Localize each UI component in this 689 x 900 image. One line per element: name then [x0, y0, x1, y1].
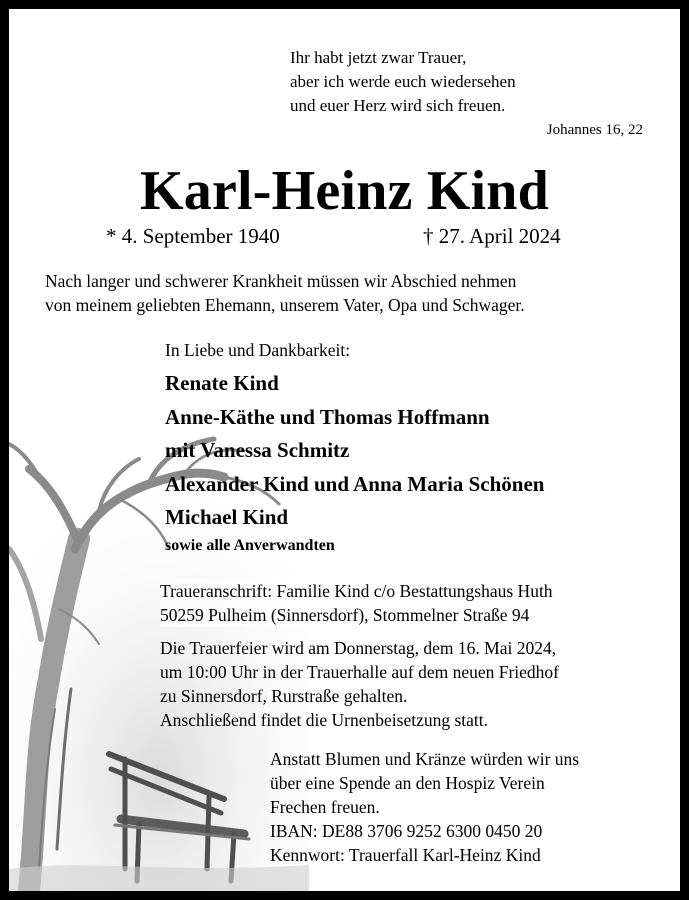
intro-line: von meinem geliebten Ehemann, unserem Vater, Opa und Schwager.: [45, 295, 525, 315]
mourners-heading: In Liebe und Dankbarkeit:: [165, 340, 351, 360]
verse-line: Ihr habt jetzt zwar Trauer,: [290, 48, 467, 67]
ceremony-line: zu Sinnersdorf, Rurstraße gehalten.: [160, 686, 408, 706]
ceremony-line: Die Trauerfeier wird am Donnerstag, dem 16. Mai 2024,: [160, 638, 557, 658]
mourning-address: [160, 579, 553, 627]
ceremony-info: [160, 636, 559, 732]
verse-source: Johannes 16, 22: [546, 122, 643, 138]
mourner-name: Alexander Kind und Anna Maria Schönen: [165, 471, 545, 496]
mourner-name: Michael Kind: [165, 505, 289, 529]
mourner-name: mit Vanessa Schmitz: [165, 438, 350, 462]
verse-line: aber ich werde euch wiedersehen: [290, 72, 516, 91]
address-line: Traueranschrift: Familie Kind c/o Bestattungshaus Huth: [160, 581, 553, 601]
bible-verse: [290, 46, 516, 118]
obituary-card: [9, 9, 680, 891]
donation-info: [270, 747, 579, 867]
donation-line: Anstatt Blumen und Kränze würden wir uns: [270, 749, 580, 769]
mourner-name: Renate Kind: [165, 371, 279, 395]
donation-line: über eine Spende an den Hospiz Verein: [270, 773, 545, 793]
ceremony-line: um 10:00 Uhr in der Trauerhalle auf dem neuen Friedhof: [160, 662, 560, 682]
mourner-name: Anne-Käthe und Thomas Hoffmann: [165, 404, 490, 429]
donation-line: Frechen freuen.: [270, 797, 380, 817]
intro-line: Nach langer und schwerer Krankheit müssen wir Abschied nehmen: [45, 271, 517, 291]
mourners-list: [165, 367, 544, 535]
birth-date: * 4. September 1940: [106, 224, 280, 248]
donation-iban: IBAN: DE88 3706 9252 6300 0450 20: [270, 821, 543, 841]
death-date: † 27. April 2024: [423, 224, 561, 248]
ceremony-line: Anschließend findet die Urnenbeisetzung statt.: [160, 710, 489, 730]
address-line: 50259 Pulheim (Sinnersdorf), Stommelner Straße 94: [160, 605, 530, 625]
verse-line: und euer Herz wird sich freuen.: [290, 96, 506, 115]
intro-text: [45, 269, 525, 317]
deceased-name: Karl-Heinz Kind: [140, 160, 549, 222]
relatives-note: sowie alle Anverwandten: [165, 537, 335, 554]
donation-keyword: Kennwort: Trauerfall Karl-Heinz Kind: [270, 845, 541, 865]
